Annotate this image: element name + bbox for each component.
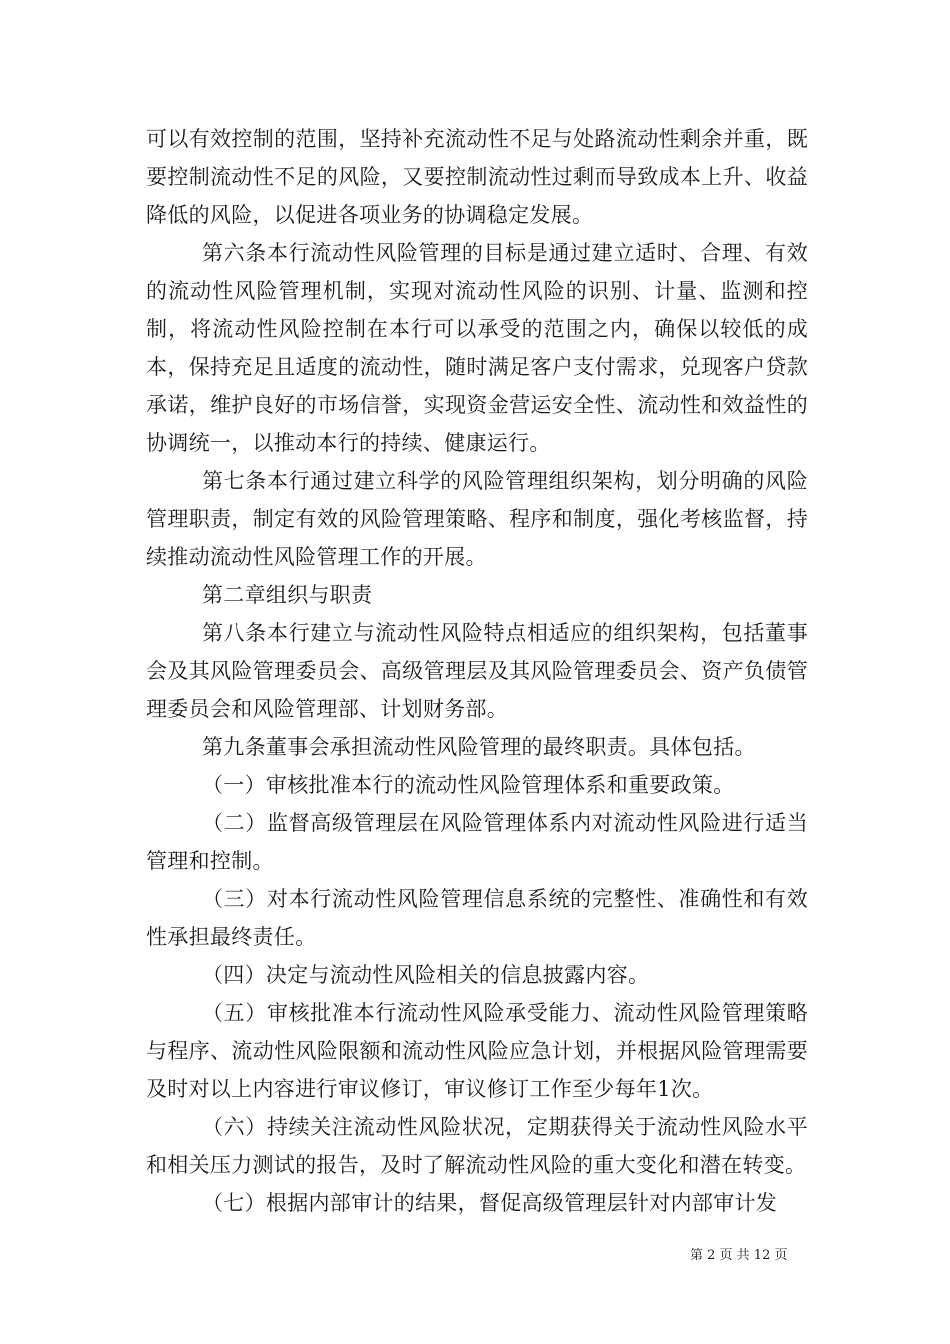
list-item-2: （二）监督高级管理层在风险管理体系内对流动性风险进行适当管理和控制。 [146,811,808,873]
paragraph-article-9: 第九条董事会承担流动性风险管理的最终职责。具体包括。 [202,735,756,759]
paragraph-article-6: 第六条本行流动性风险管理的目标是通过建立适时、合理、有效的流动性风险管理机制，实现对流动性风险的识别、计量、监测和控制，将流动性风险控制在本行可以承受的范围之内，确保以较低的成本，保持充足且适度的流动性，随时满足客户支付需求，兑现客户贷款承诺，维护良好的市场信誉，实现资金营运安全性、流动性和效益性的协调统一，以推动本行的持续、健康运行。 [146,241,808,455]
list-item-4: （四）决定与流动性风险相关的信息披露内容。 [202,963,650,987]
document-body [146,120,808,1222]
paragraph-article-8: 第八条本行建立与流动性风险特点相适应的组织架构，包括董事会及其风险管理委员会、高级管理层及其风险管理委员会、资产负债管理委员会和风险管理部、计划财务部。 [146,621,808,721]
list-item-1: （一）审核批准本行的流动性风险管理体系和重要政策。 [202,773,735,797]
chapter-heading: 第二章组织与职责 [202,583,373,607]
list-item-5: （五）审核批准本行流动性风险承受能力、流动性风险管理策略与程序、流动性风险限额和流动性风险应急计划，并根据风险管理需要及时对以上内容进行审议修订，审议修订工作至少每年1次。 [146,1001,808,1101]
list-item-3: （三）对本行流动性风险管理信息系统的完整性、准确性和有效性承担最终责任。 [146,887,808,949]
paragraph-continuation: 可以有效控制的范围，坚持补充流动性不足与处路流动性剩余并重，既要控制流动性不足的风险，又要控制流动性过剩而导致成本上升、收益降低的风险，以促进各项业务的协调稳定发展。 [146,127,808,227]
list-item-6: （六）持续关注流动性风险状况，定期获得关于流动性风险水平和相关压力测试的报告，及时了解流动性风险的重大变化和潜在转变。 [146,1115,808,1177]
page-number-footer: 第 2 页 共 12 页 [690,1248,788,1263]
list-item-7: （七）根据内部审计的结果，督促高级管理层针对内部审计发 [202,1191,778,1215]
paragraph-article-7: 第七条本行通过建立科学的风险管理组织架构，划分明确的风险管理职责，制定有效的风险管理策略、程序和制度，强化考核监督，持续推动流动性风险管理工作的开展。 [146,469,808,569]
